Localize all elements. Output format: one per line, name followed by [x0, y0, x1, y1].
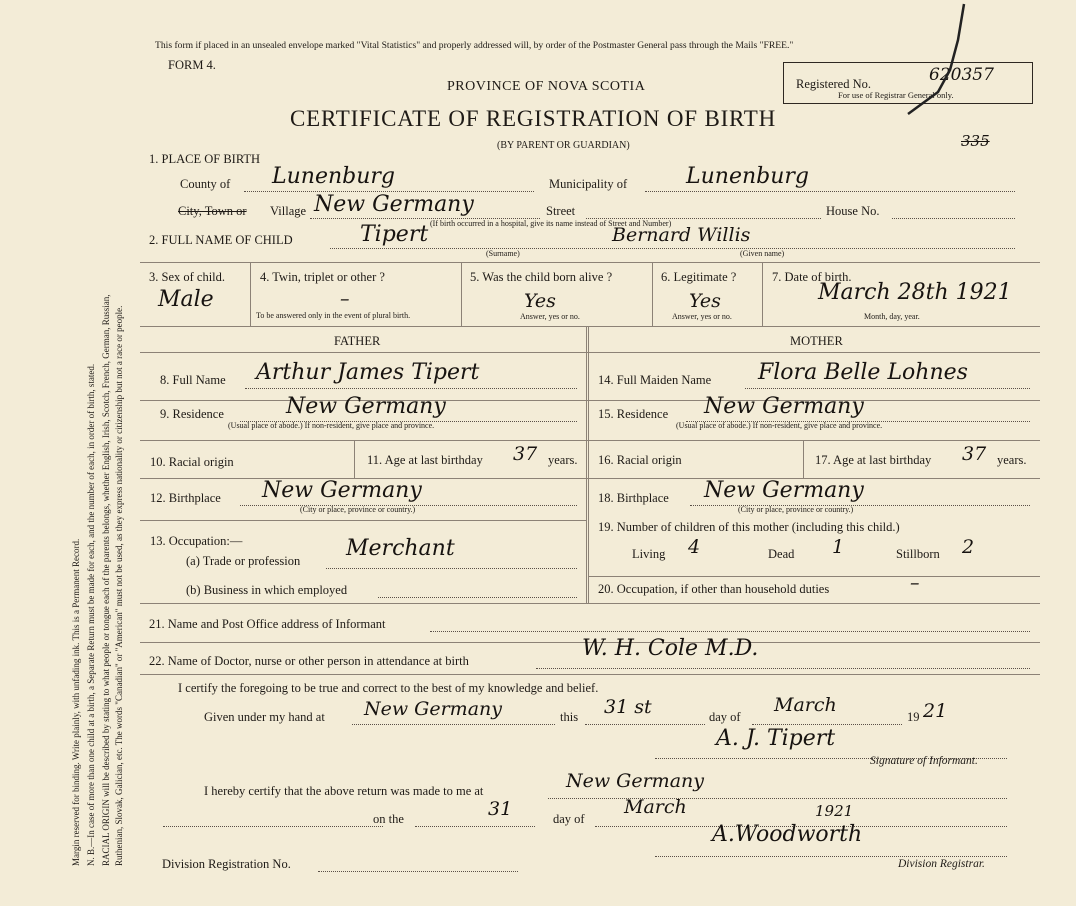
certificate-title: CERTIFICATE OF REGISTRATION OF BIRTH [290, 106, 777, 131]
father-trade-label: (a) Trade or profession [186, 554, 301, 568]
surname-caption: (Surname) [486, 249, 520, 258]
margin-note-binding: Margin reserved for binding. Write plainly, with unfading ink. This is a Permanent Record. [71, 538, 81, 866]
given-year-value: 21 [923, 700, 948, 722]
informant-signature: A. J. Tipert [716, 726, 836, 751]
mother-heading: MOTHER [790, 334, 843, 348]
given-name-caption: (Given name) [740, 249, 785, 258]
margin-note-multiple-births: N. B.—In case of more than one child at a birth, a Separate Return must be made for each, and the number of each, in order of birth, stated. [86, 363, 96, 866]
this-label: this [560, 710, 579, 724]
mother-residence-value: New Germany [704, 394, 864, 419]
sex-label: 3. Sex of child. [149, 270, 226, 284]
corner-mark: 335 [961, 132, 990, 150]
given-month-value: March [774, 694, 837, 716]
twin-value: – [340, 288, 350, 310]
dead-value: 1 [832, 536, 845, 558]
dead-label: Dead [768, 547, 795, 561]
father-name-label: 8. Full Name [160, 373, 226, 387]
house-number-label: House No. [826, 204, 880, 218]
division-registration-label: Division Registration No. [162, 857, 291, 871]
registrar-day-of-label: day of [553, 812, 585, 826]
child-given-value: Bernard Willis [612, 224, 751, 246]
county-label: County of [180, 177, 231, 191]
mother-occupation-value: – [910, 572, 920, 594]
stillborn-value: 2 [962, 536, 975, 558]
sex-value: Male [158, 287, 214, 312]
informant-signature-caption: Signature of Informant. [870, 755, 978, 767]
father-birthplace-value: New Germany [262, 478, 422, 503]
mother-birthplace-label: 18. Birthplace [598, 491, 669, 505]
dob-value: March 28th 1921 [818, 280, 1012, 305]
twin-label: 4. Twin, triplet or other ? [260, 270, 385, 284]
legitimate-note: Answer, yes or no. [672, 312, 732, 321]
postal-notice: This form if placed in an unsealed envelope marked "Vital Statistics" and properly addressed will, by order of the Postmaster General pass through the Mails "FREE." [155, 40, 794, 51]
year-prefix: 19 [907, 710, 920, 724]
alive-value: Yes [524, 290, 556, 312]
mother-residence-note: (Usual place of abode.) If non-resident, give place and province. [676, 421, 883, 430]
registered-number-value: 620357 [929, 65, 994, 85]
doctor-label: 22. Name of Doctor, nurse or other person in attendance at birth [149, 654, 469, 668]
municipality-label: Municipality of [549, 177, 628, 191]
mother-occupation-label: 20. Occupation, if other than household duties [598, 582, 830, 596]
registrar-year-value: 1921 [815, 802, 854, 820]
village-value: New Germany [314, 192, 474, 217]
father-name-value: Arthur James Tipert [256, 360, 480, 385]
informant-label: 21. Name and Post Office address of Informant [149, 617, 386, 631]
alive-label: 5. Was the child born alive ? [470, 270, 613, 284]
father-trade-value: Merchant [346, 536, 455, 561]
day-of-label: day of [709, 710, 741, 724]
registrar-month-value: March [624, 796, 687, 818]
father-heading: FATHER [334, 334, 381, 348]
legitimate-label: 6. Legitimate ? [661, 270, 737, 284]
on-the-label: on the [373, 812, 404, 826]
mother-age-label: 17. Age at last birthday [815, 453, 932, 467]
margin-note-racial-origin-cont: Ruthenian, Slovak, Galician, etc. The words "Canadian" or "American" must not be used, as they express nationality or citizenship but not a race or people. [114, 305, 124, 866]
registrar-statement: I hereby certify that the above return was made to me at [204, 784, 484, 798]
father-residence-label: 9. Residence [160, 407, 224, 421]
father-racial-label: 10. Racial origin [150, 455, 234, 469]
pen-stroke-mark [900, 0, 970, 120]
father-age-label: 11. Age at last birthday [367, 453, 483, 467]
form-number: FORM 4. [168, 58, 216, 72]
mother-racial-label: 16. Racial origin [598, 453, 682, 467]
municipality-value: Lunenburg [686, 164, 809, 189]
this-day-value: 31 st [604, 696, 652, 718]
legitimate-value: Yes [689, 290, 721, 312]
registrar-day-value: 31 [488, 798, 513, 820]
dob-label: 7. Date of birth. [772, 270, 852, 284]
registrar-place-value: New Germany [566, 770, 704, 792]
mother-years-label: years. [997, 453, 1027, 467]
mother-name-value: Flora Belle Lohnes [758, 360, 968, 385]
mother-name-label: 14. Full Maiden Name [598, 373, 712, 387]
certificate-subtitle: (BY PARENT OR GUARDIAN) [497, 140, 630, 151]
dob-note: Month, day, year. [864, 312, 920, 321]
division-registrar-caption: Division Registrar. [898, 858, 985, 870]
father-occupation-label: 13. Occupation:— [150, 534, 243, 548]
street-label: Street [546, 204, 576, 218]
mother-residence-label: 15. Residence [598, 407, 669, 421]
village-label: Village [270, 204, 307, 218]
given-under-label: Given under my hand at [204, 710, 325, 724]
margin-note-racial-origin: RACIAL ORIGIN will be described by stating to what people or tongue each of the parents belongs, whether English, Irish, Scotch, French, German, Russian, [101, 294, 111, 866]
twin-note: To be answered only in the event of plural birth. [256, 311, 411, 320]
doctor-value: W. H. Cole M.D. [582, 636, 759, 661]
given-place-value: New Germany [364, 698, 502, 720]
province-heading: PROVINCE OF NOVA SCOTIA [447, 79, 646, 94]
place-of-birth-label: 1. PLACE OF BIRTH [149, 152, 261, 166]
registered-number-label: Registered No. [796, 77, 871, 91]
child-surname-value: Tipert [360, 222, 429, 247]
father-birthplace-label: 12. Birthplace [150, 491, 221, 505]
registrar-signature: A.Woodworth [712, 822, 863, 847]
father-years-label: years. [548, 453, 578, 467]
mother-birthplace-value: New Germany [704, 478, 864, 503]
father-residence-value: New Germany [286, 394, 446, 419]
mother-birthplace-note: (City or place, province or country.) [738, 505, 854, 514]
father-residence-note: (Usual place of abode.) If non-resident, give place and province. [228, 421, 435, 430]
father-business-label: (b) Business in which employed [186, 583, 348, 597]
stillborn-label: Stillborn [896, 547, 940, 561]
city-town-label: City, Town or [178, 204, 247, 218]
father-birthplace-note: (City or place, province or country.) [300, 505, 416, 514]
mother-age-value: 37 [962, 443, 987, 465]
living-value: 4 [688, 536, 701, 558]
hospital-note: (If birth occurred in a hospital, give its name instead of Street and Number) [430, 219, 672, 228]
alive-note: Answer, yes or no. [520, 312, 580, 321]
living-label: Living [632, 547, 666, 561]
child-name-label: 2. FULL NAME OF CHILD [149, 233, 293, 247]
children-count-label: 19. Number of children of this mother (including this child.) [598, 520, 900, 534]
certify-statement: I certify the foregoing to be true and correct to the best of my knowledge and belief. [178, 681, 599, 695]
father-age-value: 37 [513, 443, 538, 465]
county-value: Lunenburg [272, 164, 395, 189]
registered-number-note: For use of Registrar General only. [838, 90, 954, 100]
